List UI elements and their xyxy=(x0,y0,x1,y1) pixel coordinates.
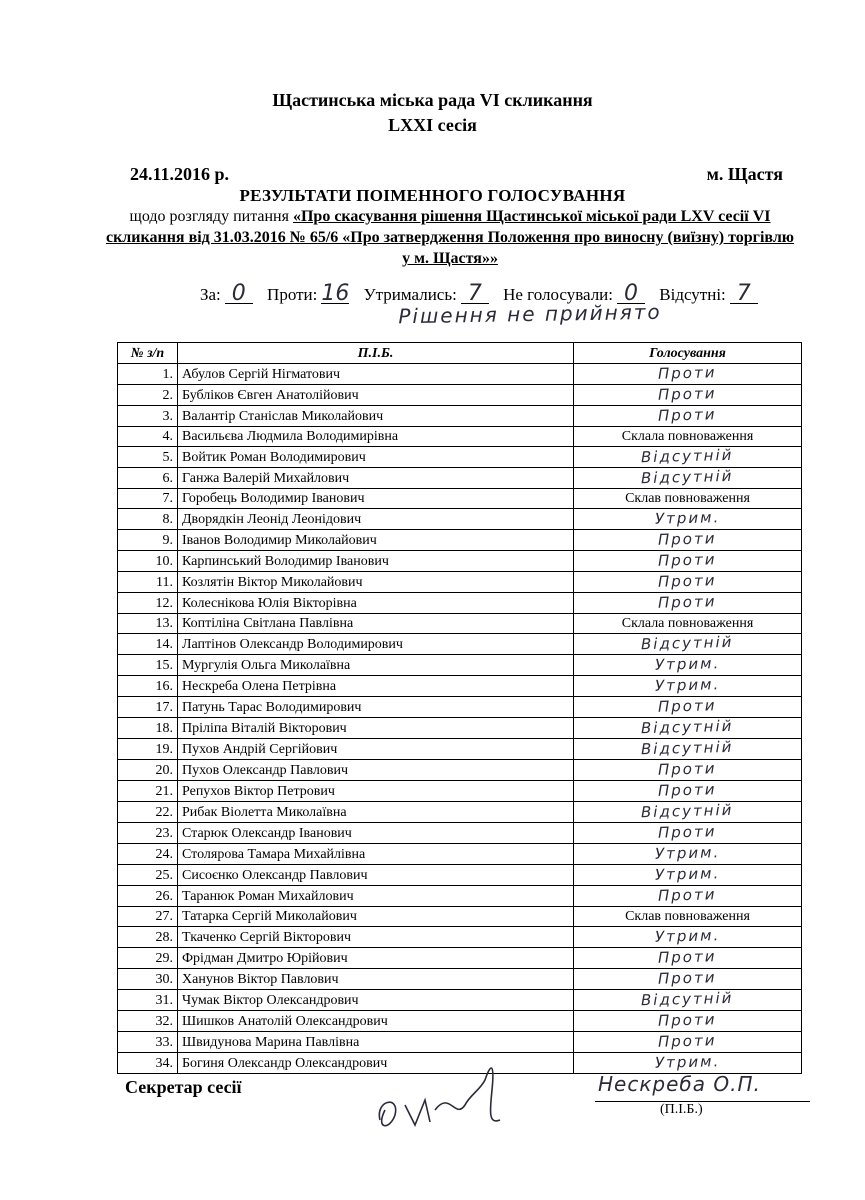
vote-table xyxy=(117,342,802,1074)
tally-against-value: 16 xyxy=(321,281,350,306)
row-vote-cell xyxy=(574,364,802,385)
row-vote-cell xyxy=(574,865,802,886)
header-vote: Голосування xyxy=(574,343,802,364)
tally-for-label: За: xyxy=(200,285,221,304)
row-number: 8. xyxy=(118,509,178,530)
row-number: 26. xyxy=(118,886,178,907)
row-name: Пухов Андрій Сергійович xyxy=(178,739,574,760)
row-vote-cell xyxy=(574,427,802,447)
row-vote-cell xyxy=(574,1053,802,1074)
row-number: 9. xyxy=(118,530,178,551)
signature-name: Нескреба О.П. xyxy=(598,1072,761,1096)
row-vote: Утрим. xyxy=(654,675,721,695)
row-number: 12. xyxy=(118,593,178,614)
secretary-signature xyxy=(370,1050,530,1140)
decision-note: Рішення не прийнято xyxy=(398,299,662,329)
row-number: 16. xyxy=(118,676,178,697)
row-vote-cell xyxy=(574,489,802,509)
row-vote: Утрим. xyxy=(654,864,721,884)
pib-label: (П.І.Б.) xyxy=(660,1102,703,1117)
row-vote: Відсутній xyxy=(641,737,734,759)
row-vote: Відсутній xyxy=(641,466,734,488)
table-header-row xyxy=(118,343,802,364)
row-name: Сисоєнко Олександр Павлович xyxy=(178,865,574,886)
table-row xyxy=(118,427,802,447)
table-row xyxy=(118,907,802,927)
row-number: 20. xyxy=(118,760,178,781)
row-name: Васильєва Людмила Володимирівна xyxy=(178,427,574,447)
row-vote-cell xyxy=(574,572,802,593)
row-vote: Проти xyxy=(658,696,717,716)
row-name: Колеснікова Юлія Вікторівна xyxy=(178,593,574,614)
row-vote-cell xyxy=(574,634,802,655)
row-name: Рибак Віолетта Миколаївна xyxy=(178,802,574,823)
row-name: Ткаченко Сергій Вікторович xyxy=(178,927,574,948)
tally-absent-value: 7 xyxy=(730,285,758,304)
row-number: 2. xyxy=(118,385,178,406)
row-number: 11. xyxy=(118,572,178,593)
tally-novote-label: Не голосували: xyxy=(503,285,614,304)
row-number: 6. xyxy=(118,468,178,489)
row-vote-cell xyxy=(574,948,802,969)
row-number: 25. xyxy=(118,865,178,886)
table-row xyxy=(118,406,802,427)
row-vote: Проти xyxy=(658,822,717,842)
session-title: LXXI сесія xyxy=(388,115,477,135)
row-vote-cell xyxy=(574,655,802,676)
row-vote: Проти xyxy=(658,550,717,570)
tally-abstain-value: 7 xyxy=(461,285,489,304)
row-name: Козлятін Віктор Миколайович xyxy=(178,572,574,593)
row-vote-cell xyxy=(574,760,802,781)
table-row xyxy=(118,697,802,718)
row-name: Богиня Олександр Олександрович xyxy=(178,1053,574,1074)
row-vote-cell xyxy=(574,385,802,406)
row-vote: Відсутній xyxy=(641,632,734,654)
row-vote-cell xyxy=(574,406,802,427)
row-vote-cell xyxy=(574,447,802,468)
row-vote: Утрим. xyxy=(654,843,721,863)
row-name: Валантір Станіслав Миколайович xyxy=(178,406,574,427)
row-vote: Відсутній xyxy=(641,716,734,738)
table-row xyxy=(118,614,802,634)
row-number: 15. xyxy=(118,655,178,676)
row-vote: Проти xyxy=(658,571,717,591)
document-heading: РЕЗУЛЬТАТИ ПОІМЕННОГО ГОЛОСУВАННЯ xyxy=(239,186,626,205)
table-row xyxy=(118,865,802,886)
vote-subject xyxy=(100,206,800,269)
row-number: 3. xyxy=(118,406,178,427)
row-number: 34. xyxy=(118,1053,178,1074)
table-row xyxy=(118,781,802,802)
row-number: 5. xyxy=(118,447,178,468)
row-name: Репухов Віктор Петрович xyxy=(178,781,574,802)
row-name: Карпинський Володимир Іванович xyxy=(178,551,574,572)
row-vote-cell xyxy=(574,823,802,844)
table-row xyxy=(118,593,802,614)
table-row xyxy=(118,530,802,551)
row-vote: Утрим. xyxy=(654,1052,721,1072)
row-name: Фрідман Дмитро Юрійович xyxy=(178,948,574,969)
row-name: Мургулія Ольга Миколаївна xyxy=(178,655,574,676)
row-vote: Проти xyxy=(658,384,717,404)
table-row xyxy=(118,844,802,865)
row-name: Шишков Анатолій Олександрович xyxy=(178,1011,574,1032)
row-name: Столярова Тамара Михайлівна xyxy=(178,844,574,865)
table-row xyxy=(118,990,802,1011)
row-vote: Проти xyxy=(658,363,717,383)
row-name: Татарка Сергій Миколайович xyxy=(178,907,574,927)
row-vote-cell xyxy=(574,781,802,802)
row-name: Чумак Віктор Олександрович xyxy=(178,990,574,1011)
row-vote: Утрим. xyxy=(654,926,721,946)
row-vote: Проти xyxy=(658,780,717,800)
row-name: Пріліпа Віталій Вікторович xyxy=(178,718,574,739)
table-row xyxy=(118,655,802,676)
row-number: 24. xyxy=(118,844,178,865)
row-number: 31. xyxy=(118,990,178,1011)
table-row xyxy=(118,385,802,406)
table-row xyxy=(118,509,802,530)
row-number: 1. xyxy=(118,364,178,385)
row-vote-cell xyxy=(574,676,802,697)
table-row xyxy=(118,551,802,572)
row-number: 29. xyxy=(118,948,178,969)
tally-absent-label: Відсутні: xyxy=(659,285,726,304)
table-row xyxy=(118,364,802,385)
row-vote-cell xyxy=(574,969,802,990)
row-vote: Склав повноваження xyxy=(625,909,750,924)
table-row xyxy=(118,447,802,468)
row-name: Швидунова Марина Павлівна xyxy=(178,1032,574,1053)
row-vote: Проти xyxy=(658,405,717,425)
row-vote: Проти xyxy=(658,947,717,967)
table-row xyxy=(118,802,802,823)
row-vote-cell xyxy=(574,907,802,927)
table-row xyxy=(118,823,802,844)
table-row xyxy=(118,886,802,907)
row-name: Коптіліна Світлана Павлівна xyxy=(178,614,574,634)
row-number: 7. xyxy=(118,489,178,509)
subject-prefix: щодо розгляду питання xyxy=(129,208,293,225)
row-number: 28. xyxy=(118,927,178,948)
row-vote-cell xyxy=(574,886,802,907)
row-vote-cell xyxy=(574,530,802,551)
tally-for-value: 0 xyxy=(225,285,253,304)
row-vote-cell xyxy=(574,551,802,572)
council-title: Щастинська міська рада VІ скликання xyxy=(272,90,593,110)
row-vote-cell xyxy=(574,802,802,823)
table-row xyxy=(118,572,802,593)
row-vote-cell xyxy=(574,739,802,760)
row-name: Пухов Олександр Павлович xyxy=(178,760,574,781)
row-vote: Проти xyxy=(658,592,717,612)
row-name: Іванов Володимир Миколайович xyxy=(178,530,574,551)
row-vote-cell xyxy=(574,1011,802,1032)
tally-novote-value: 0 xyxy=(617,285,645,304)
row-name: Ганжа Валерій Михайлович xyxy=(178,468,574,489)
row-number: 13. xyxy=(118,614,178,634)
table-row xyxy=(118,739,802,760)
row-vote: Проти xyxy=(658,759,717,779)
row-name: Нескреба Олена Петрівна xyxy=(178,676,574,697)
subject-text: «Про скасування рішення Щастинської міської ради LXV сесії VІ скликання від 31.03.2016 № 65/6 «Про затвердження Положення про виносну (виїзну) торгівлю у м. Щастя»» xyxy=(105,208,795,267)
secretary-label: Секретар сесії xyxy=(125,1077,242,1097)
row-vote: Проти xyxy=(658,885,717,905)
row-vote-cell xyxy=(574,990,802,1011)
row-vote: Утрим. xyxy=(654,508,721,528)
table-row xyxy=(118,1011,802,1032)
row-vote: Відсутній xyxy=(641,800,734,822)
row-number: 17. xyxy=(118,697,178,718)
row-vote-cell xyxy=(574,1032,802,1053)
table-row xyxy=(118,634,802,655)
table-row xyxy=(118,948,802,969)
header-name: П.І.Б. xyxy=(178,343,574,364)
row-vote-cell xyxy=(574,468,802,489)
row-number: 30. xyxy=(118,969,178,990)
document-place: м. Щастя xyxy=(706,164,783,184)
row-vote: Склала повноваження xyxy=(621,429,754,444)
row-name: Патунь Тарас Володимирович xyxy=(178,697,574,718)
table-row xyxy=(118,718,802,739)
row-name: Старюк Олександр Іванович xyxy=(178,823,574,844)
row-number: 18. xyxy=(118,718,178,739)
tally-abstain-label: Утримались: xyxy=(363,285,457,304)
row-number: 27. xyxy=(118,907,178,927)
row-vote-cell xyxy=(574,593,802,614)
row-vote-cell xyxy=(574,927,802,948)
row-vote: Відсутній xyxy=(641,445,734,467)
row-vote: Склав повноваження xyxy=(625,491,750,506)
table-row xyxy=(118,489,802,509)
row-number: 10. xyxy=(118,551,178,572)
row-name: Таранюк Роман Михайлович xyxy=(178,886,574,907)
row-vote-cell xyxy=(574,844,802,865)
row-vote: Утрим. xyxy=(654,654,721,674)
row-number: 4. xyxy=(118,427,178,447)
row-number: 21. xyxy=(118,781,178,802)
header-number: № з/п xyxy=(118,343,178,364)
row-number: 14. xyxy=(118,634,178,655)
row-vote: Проти xyxy=(658,968,717,988)
table-row xyxy=(118,969,802,990)
row-vote-cell xyxy=(574,697,802,718)
row-number: 23. xyxy=(118,823,178,844)
row-vote: Проти xyxy=(658,1010,717,1030)
tally-against-label: Проти: xyxy=(267,285,318,304)
row-name: Горобець Володимир Іванович xyxy=(178,489,574,509)
table-row xyxy=(118,760,802,781)
row-name: Войтик Роман Володимирович xyxy=(178,447,574,468)
table-row xyxy=(118,676,802,697)
row-vote: Склала повноваження xyxy=(621,616,754,631)
row-name: Лаптінов Олександр Володимирович xyxy=(178,634,574,655)
row-name: Бубліков Євген Анатолійович xyxy=(178,385,574,406)
row-name: Абулов Сергій Нігматович xyxy=(178,364,574,385)
row-name: Дворядкін Леонід Леонідович xyxy=(178,509,574,530)
row-number: 22. xyxy=(118,802,178,823)
row-name: Ханунов Віктор Павлович xyxy=(178,969,574,990)
row-vote-cell xyxy=(574,718,802,739)
row-vote: Відсутній xyxy=(641,988,734,1010)
row-number: 32. xyxy=(118,1011,178,1032)
row-vote-cell xyxy=(574,614,802,634)
row-vote: Проти xyxy=(658,529,717,549)
row-number: 33. xyxy=(118,1032,178,1053)
row-vote: Проти xyxy=(658,1031,717,1051)
row-number: 19. xyxy=(118,739,178,760)
table-row xyxy=(118,468,802,489)
document-date: 24.11.2016 р. xyxy=(130,164,230,184)
table-row xyxy=(118,927,802,948)
row-vote-cell xyxy=(574,509,802,530)
